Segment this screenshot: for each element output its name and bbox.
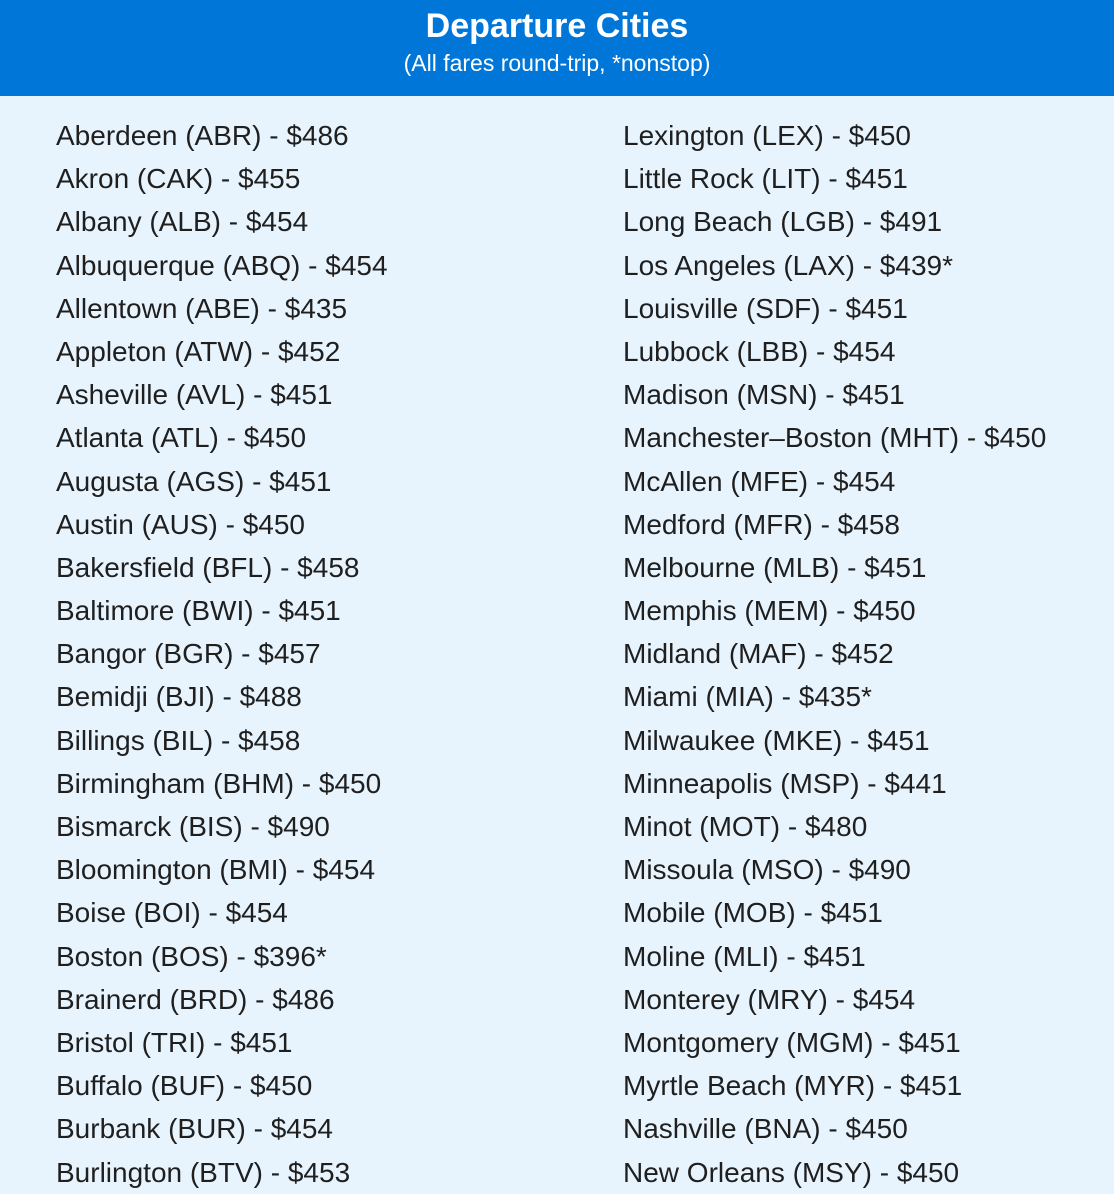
city-fare-item: Bakersfield (BFL) - $458 bbox=[56, 551, 360, 583]
city-fare-item: Lubbock (LBB) - $454 bbox=[623, 335, 896, 367]
city-fare-item: Missoula (MSO) - $490 bbox=[623, 854, 911, 886]
city-fare-item: Bangor (BGR) - $457 bbox=[56, 638, 321, 670]
city-fare-item: Melbourne (MLB) - $451 bbox=[623, 551, 927, 583]
city-fare-item: Minot (MOT) - $480 bbox=[623, 811, 868, 842]
city-fare-item: Atlanta (ATL) - $450 bbox=[56, 422, 307, 454]
city-fare-item: Billings (BIL) - $458 bbox=[56, 724, 301, 756]
city-fare-item: Boise (BOI) - $454 bbox=[56, 897, 288, 929]
city-fare-item: Austin (AUS) - $450 bbox=[56, 508, 305, 540]
city-fare-item: Little Rock (LIT) - $451 bbox=[623, 163, 908, 195]
city-fare-item: Allentown (ABE) - $435 bbox=[56, 292, 348, 324]
city-fare-item: Akron (CAK) - $455 bbox=[56, 163, 301, 195]
city-fare-item: Bismarck (BIS) - $490 bbox=[56, 811, 330, 842]
city-fare-item: McAllen (MFE) - $454 bbox=[623, 465, 896, 497]
city-fare-item: Louisville (SDF) - $451 bbox=[623, 292, 908, 324]
city-list-panel bbox=[0, 96, 1114, 1188]
city-fare-item: Buffalo (BUF) - $450 bbox=[56, 1070, 313, 1102]
city-fare-item: Bemidji (BJI) - $488 bbox=[56, 681, 302, 713]
city-fare-item: Milwaukee (MKE) - $451 bbox=[623, 724, 930, 756]
city-fare-item: Miami (MIA) - $435* bbox=[623, 681, 872, 713]
city-fare-item: Long Beach (LGB) - $491 bbox=[623, 206, 943, 238]
city-fare-item: Asheville (AVL) - $451 bbox=[56, 379, 333, 411]
city-fare-item: Madison (MSN) - $451 bbox=[623, 379, 905, 411]
city-fare-item: Manchester–Boston (MHT) - $450 bbox=[623, 422, 1047, 454]
city-fare-item: Augusta (AGS) - $451 bbox=[56, 465, 332, 497]
city-fare-item: Lexington (LEX) - $450 bbox=[623, 120, 911, 151]
city-fare-item: New Orleans (MSY) - $450 bbox=[623, 1156, 960, 1188]
city-fare-item: Myrtle Beach (MYR) - $451 bbox=[623, 1070, 963, 1102]
city-fare-item: Mobile (MOB) - $451 bbox=[623, 897, 883, 929]
page-title: Departure Cities bbox=[425, 7, 689, 45]
city-fare-item: Aberdeen (ABR) - $486 bbox=[56, 120, 349, 151]
city-fare-item: Montgomery (MGM) - $451 bbox=[623, 1026, 961, 1058]
city-fare-item: Brainerd (BRD) - $486 bbox=[56, 983, 335, 1015]
city-fare-item: Boston (BOS) - $396* bbox=[56, 940, 327, 972]
city-fare-item: Nashville (BNA) - $450 bbox=[623, 1113, 908, 1145]
city-fare-item: Albany (ALB) - $454 bbox=[56, 206, 309, 238]
city-fare-item: Burbank (BUR) - $454 bbox=[56, 1113, 334, 1145]
city-fare-item: Birmingham (BHM) - $450 bbox=[56, 767, 382, 799]
page-subtitle: (All fares round-trip, *nonstop) bbox=[403, 50, 711, 76]
city-fare-item: Burlington (BTV) - $453 bbox=[56, 1156, 351, 1188]
city-fare-item: Albuquerque (ABQ) - $454 bbox=[56, 249, 388, 281]
city-fare-item: Monterey (MRY) - $454 bbox=[623, 983, 916, 1015]
city-fare-item: Baltimore (BWI) - $451 bbox=[56, 595, 341, 627]
city-column-left bbox=[56, 114, 388, 1194]
city-fare-item: Bristol (TRI) - $451 bbox=[56, 1026, 293, 1058]
city-fare-item: Midland (MAF) - $452 bbox=[623, 638, 894, 670]
city-fare-item: Appleton (ATW) - $452 bbox=[56, 335, 341, 367]
page-header bbox=[0, 0, 1114, 96]
city-fare-item: Medford (MFR) - $458 bbox=[623, 508, 900, 540]
city-column-right bbox=[623, 114, 1046, 1194]
city-fare-item: Bloomington (BMI) - $454 bbox=[56, 854, 376, 886]
city-fare-item: Los Angeles (LAX) - $439* bbox=[623, 249, 953, 281]
city-fare-item: Minneapolis (MSP) - $441 bbox=[623, 767, 947, 799]
city-fare-item: Memphis (MEM) - $450 bbox=[623, 595, 916, 627]
city-fare-item: Moline (MLI) - $451 bbox=[623, 940, 866, 972]
